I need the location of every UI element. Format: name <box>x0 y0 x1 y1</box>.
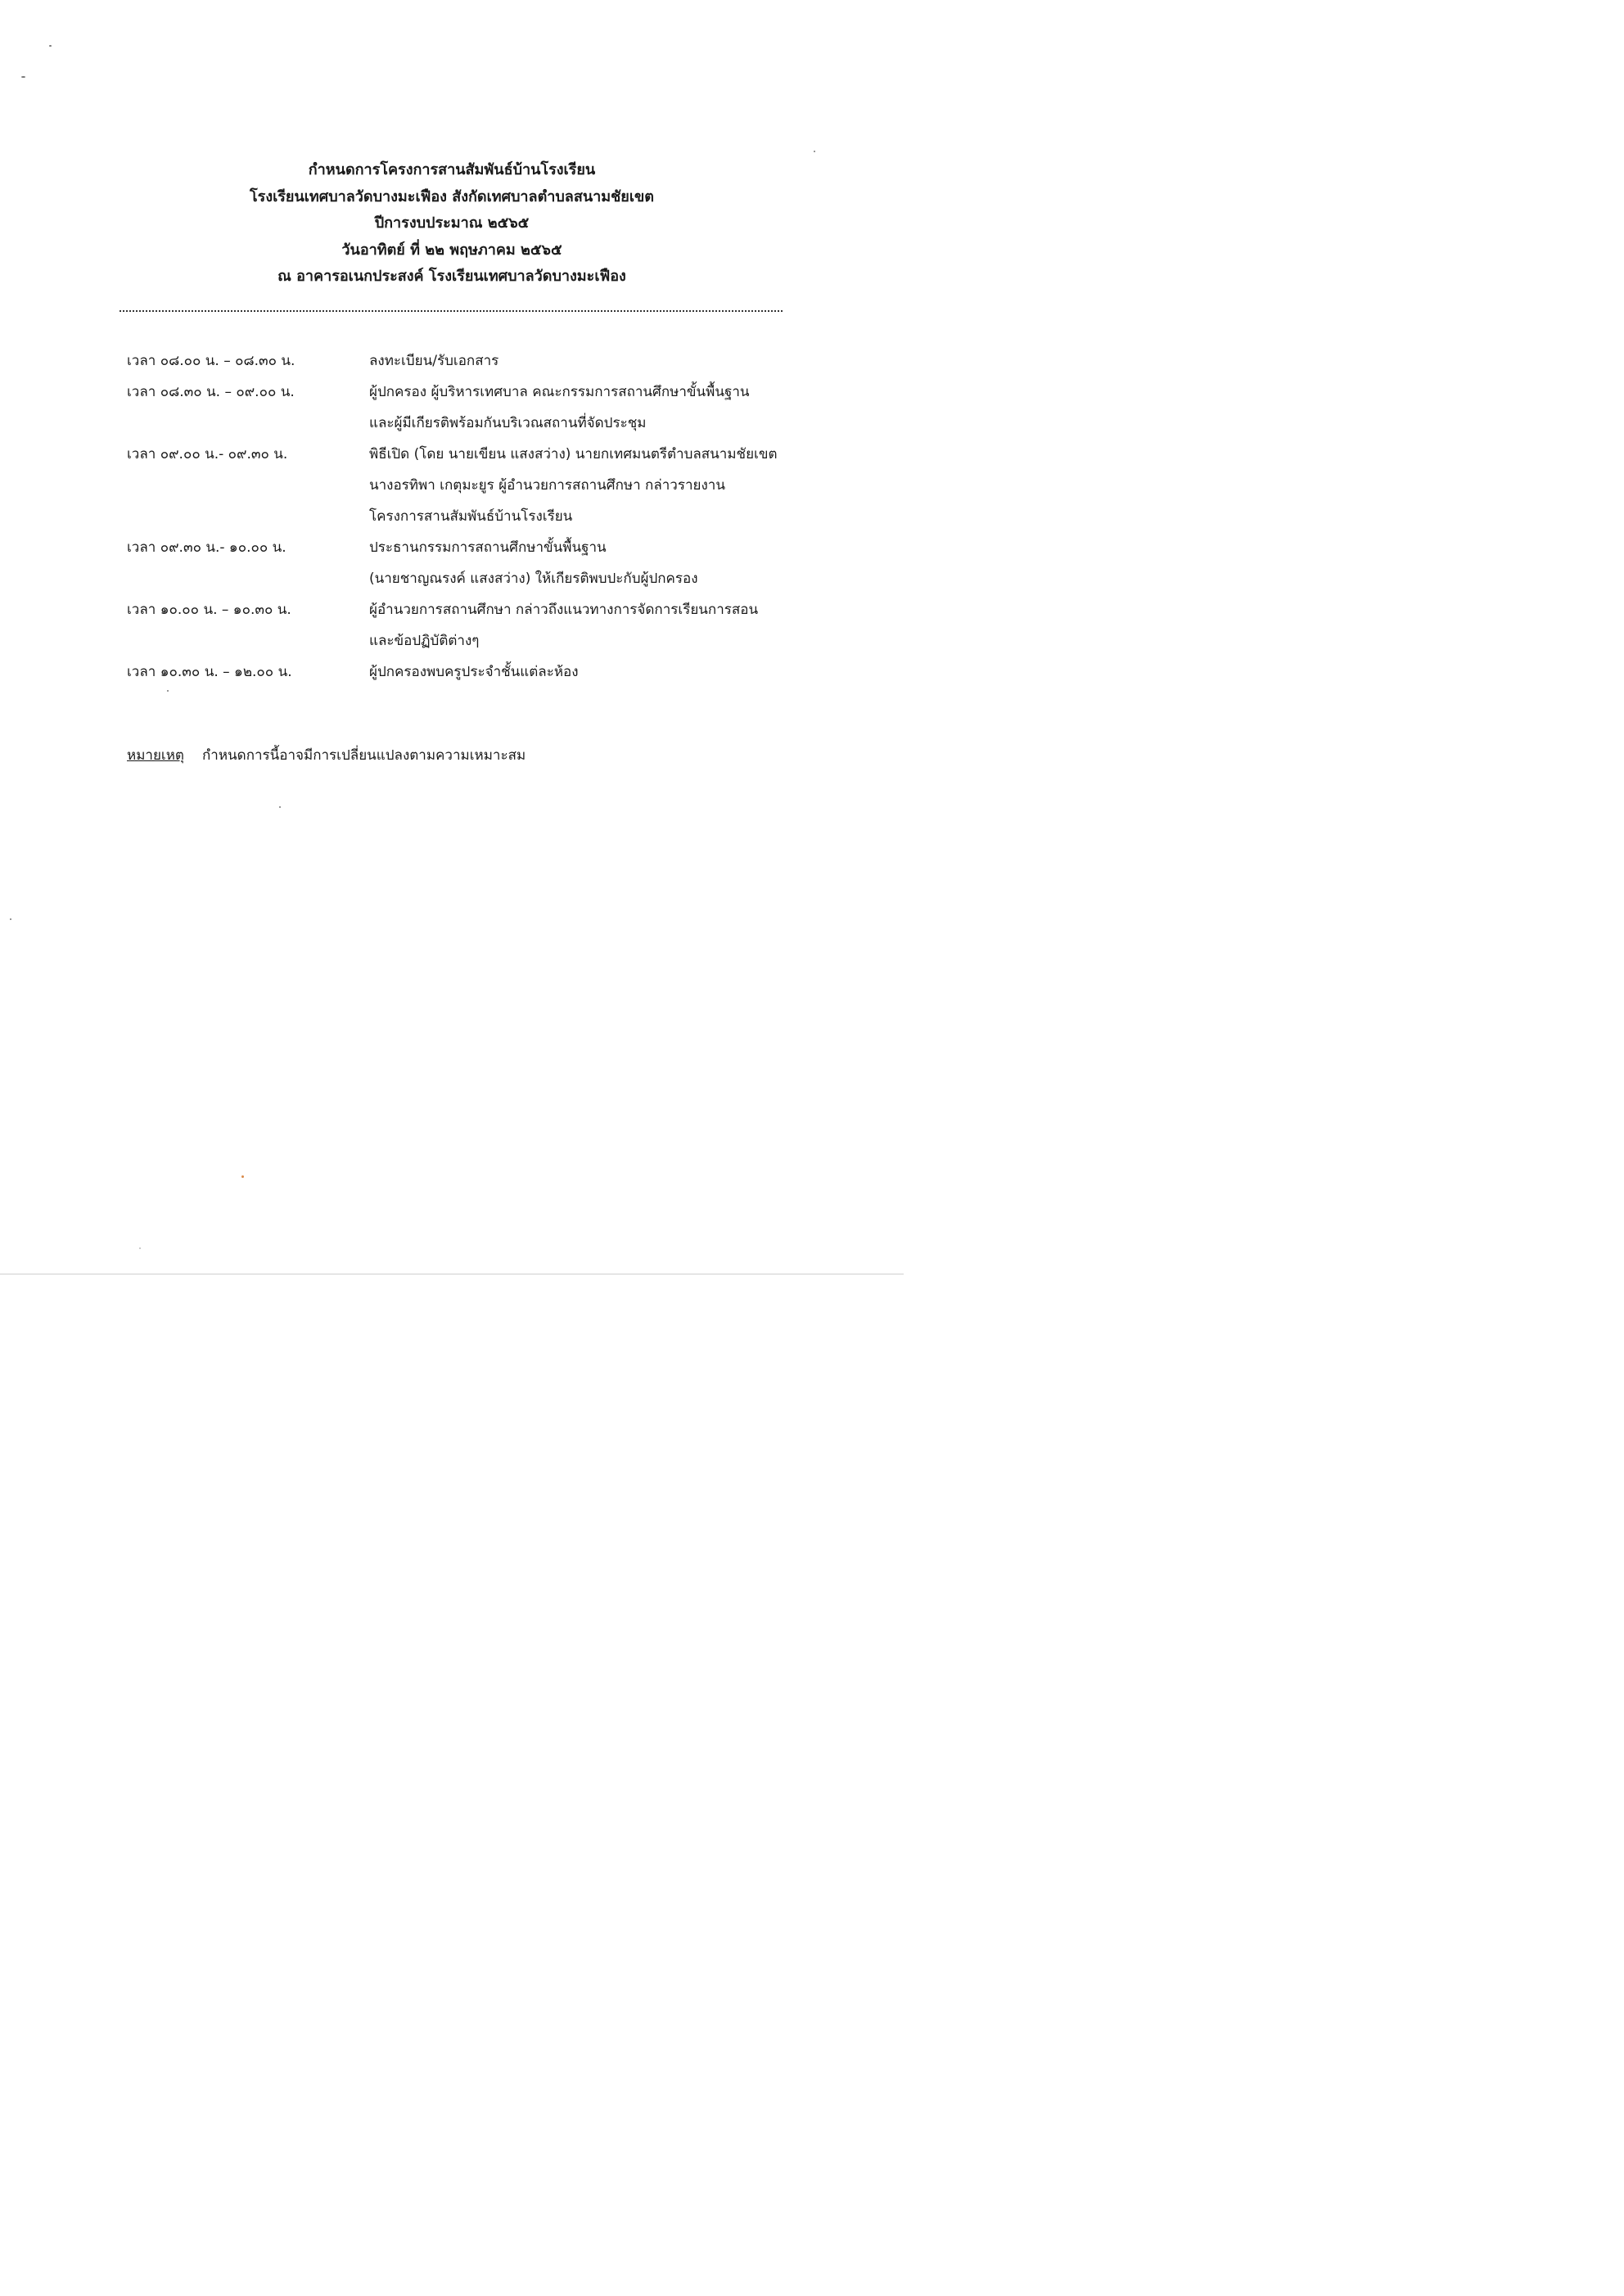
schedule-time: เวลา ๐๘.๐๐ น. – ๐๘.๓๐ น. <box>127 353 295 369</box>
schedule-description: ผู้ปกครอง ผู้บริหารเทศบาล คณะกรรมการสถานศึกษาขั้นพื้นฐาน <box>369 384 750 400</box>
schedule-description: นางอรทิพา เกตุมะยูร ผู้อำนวยการสถานศึกษา กล่าวรายงาน <box>369 477 725 494</box>
document-page <box>0 0 904 1277</box>
scan-speck <box>167 690 169 692</box>
scan-speck <box>21 76 25 78</box>
schedule-time: เวลา ๐๙.๐๐ น.- ๐๙.๓๐ น. <box>127 446 288 462</box>
schedule-description: ประธานกรรมการสถานศึกษาขั้นพื้นฐาน <box>369 539 607 556</box>
schedule-description: และข้อปฏิบัติต่างๆ <box>369 633 480 649</box>
schedule-time: เวลา ๐๘.๓๐ น. – ๐๙.๐๐ น. <box>127 384 295 400</box>
schedule-time: เวลา ๑๐.๓๐ น. – ๑๒.๐๐ น. <box>127 664 292 680</box>
scan-speck <box>241 1175 244 1178</box>
scan-speck <box>814 151 815 152</box>
header-date: วันอาทิตย์ ที่ ๒๒ พฤษภาคม ๒๕๖๕ <box>341 241 562 259</box>
remark-label: หมายเหตุ <box>127 747 184 764</box>
schedule-time: เวลา ๑๐.๐๐ น. – ๑๐.๓๐ น. <box>127 602 291 618</box>
scan-speck <box>10 918 11 920</box>
schedule-description: (นายชาญณรงค์ แสงสว่าง) ให้เกียรติพบปะกับผู้ปกครอง <box>369 571 698 587</box>
scan-speck <box>279 806 281 808</box>
schedule-time: เวลา ๐๙.๓๐ น.- ๑๐.๐๐ น. <box>127 539 286 556</box>
schedule-description: และผู้มีเกียรติพร้อมกันบริเวณสถานที่จัดประชุม <box>369 415 647 431</box>
schedule-description: พิธีเปิด (โดย นายเขียน แสงสว่าง) นายกเทศมนตรีตำบลสนามชัยเขต <box>369 446 778 462</box>
schedule <box>0 0 904 737</box>
schedule-description: ผู้ปกครองพบครูประจำชั้นแต่ละห้อง <box>369 664 579 680</box>
remark <box>127 745 526 766</box>
header-title: กำหนดการโครงการสานสัมพันธ์บ้านโรงเรียน <box>308 161 596 178</box>
header-fiscal-year: ปีการงบประมาณ ๒๕๖๕ <box>374 214 530 232</box>
schedule-description: ลงทะเบียน/รับเอกสาร <box>369 353 499 369</box>
header-school: โรงเรียนเทศบาลวัดบางมะเฟือง สังกัดเทศบาลตำบลสนามชัยเขต <box>249 187 654 205</box>
header-venue: ณ อาคารอเนกประสงค์ โรงเรียนเทศบาลวัดบางมะเฟือง <box>277 268 626 285</box>
schedule-description: ผู้อำนวยการสถานศึกษา กล่าวถึงแนวทางการจัดการเรียนการสอน <box>369 602 759 618</box>
remark-text: กำหนดการนี้อาจมีการเปลี่ยนแปลงตามความเหมาะสม <box>201 747 526 764</box>
scan-speck <box>139 1247 141 1249</box>
schedule-description: โครงการสานสัมพันธ์บ้านโรงเรียน <box>369 508 573 525</box>
scan-speck <box>49 45 52 47</box>
